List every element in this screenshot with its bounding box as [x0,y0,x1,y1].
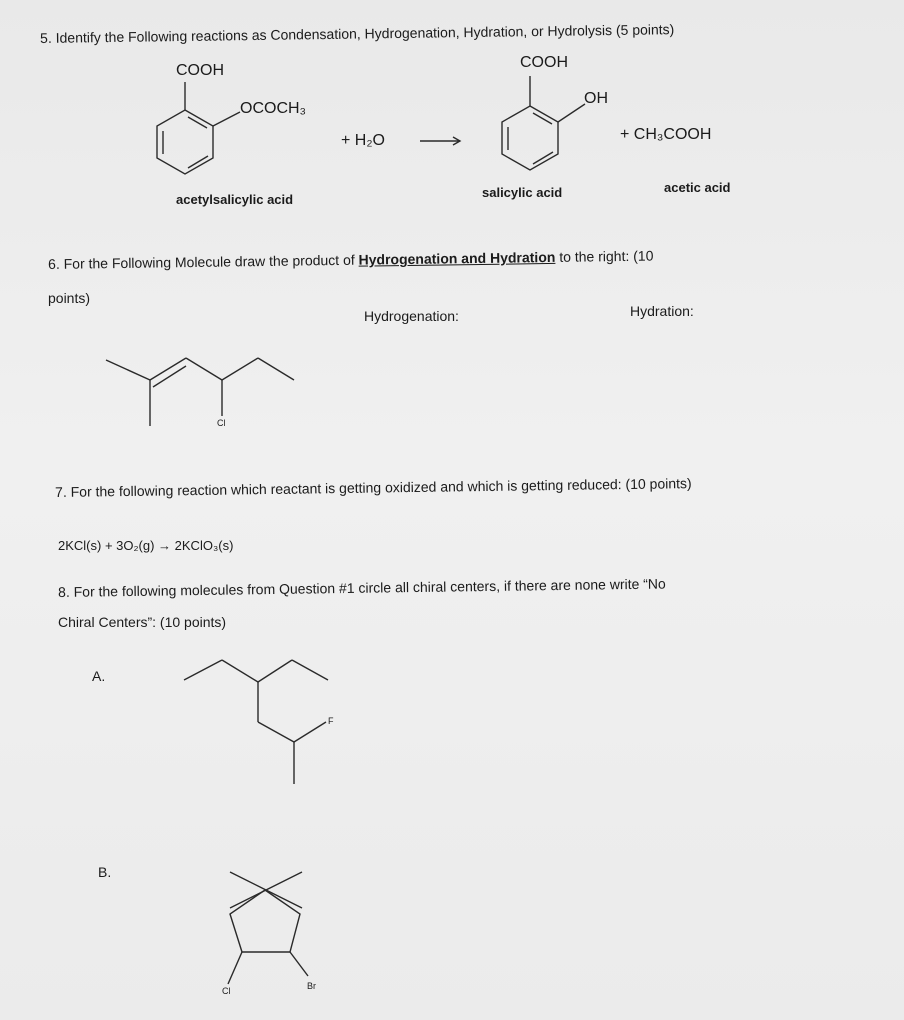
q5-name-salicylic: salicylic acid [482,185,563,200]
q6-prompt-line2: points) [48,290,91,306]
q6-atom-cl: Cl [217,418,226,428]
q5-reactant-cooh: COOH [176,62,224,79]
q5-prompt: 5. Identify the Following reactions as Condensation, Hydrogenation, Hydration, or Hydrolysis (5 points) [40,21,675,46]
acetylsalicylic-acid-structure [157,82,240,174]
q5-plus-water: + H₂O [341,132,385,149]
q6-hydration-label: Hydration: [630,303,694,319]
q6-prompt-emphasis: Hydrogenation and Hydration [358,248,556,268]
q5-product-oh: OH [584,90,608,107]
q6-prompt-start: 6. For the Following Molecule draw the product of [48,251,359,272]
q6-hydrogenation-label: Hydrogenation: [364,308,459,324]
q5-reactant-ococh3: OCOCH₃ [240,100,307,117]
salicylic-acid-structure [502,76,585,170]
q8-molecule-a-structure [184,660,328,784]
q8-prompt-line2: Chiral Centers”: (10 points) [58,614,227,630]
q7-prompt: 7. For the following reaction which reactant is getting oxidized and which is getting reduced: (10 points) [55,475,692,500]
q5-name-acetylsalicylic: acetylsalicylic acid [176,192,294,207]
q5-name-acetic: acetic acid [664,180,731,195]
q6-molecule-structure [106,358,294,426]
q5-product-cooh: COOH [520,54,568,71]
q5-plus-acetic: + CH₃COOH [620,126,712,143]
q8-atom-f: F [328,716,334,726]
reaction-arrow [420,137,460,145]
q7-equation: 2KCl(s) + 3O₂(g) → 2KClO₃(s) [58,538,234,553]
q8-atom-br: Br [307,981,316,991]
q8-molecule-b-structure [228,872,308,984]
q8-label-a: A. [92,668,106,684]
q8-label-b: B. [98,864,112,880]
q8-atom-cl: Cl [222,986,231,996]
q8-prompt-line1: 8. For the following molecules from Question #1 circle all chiral centers, if there are none write “No [58,575,666,600]
q6-prompt-end: to the right: (10 [555,247,654,265]
